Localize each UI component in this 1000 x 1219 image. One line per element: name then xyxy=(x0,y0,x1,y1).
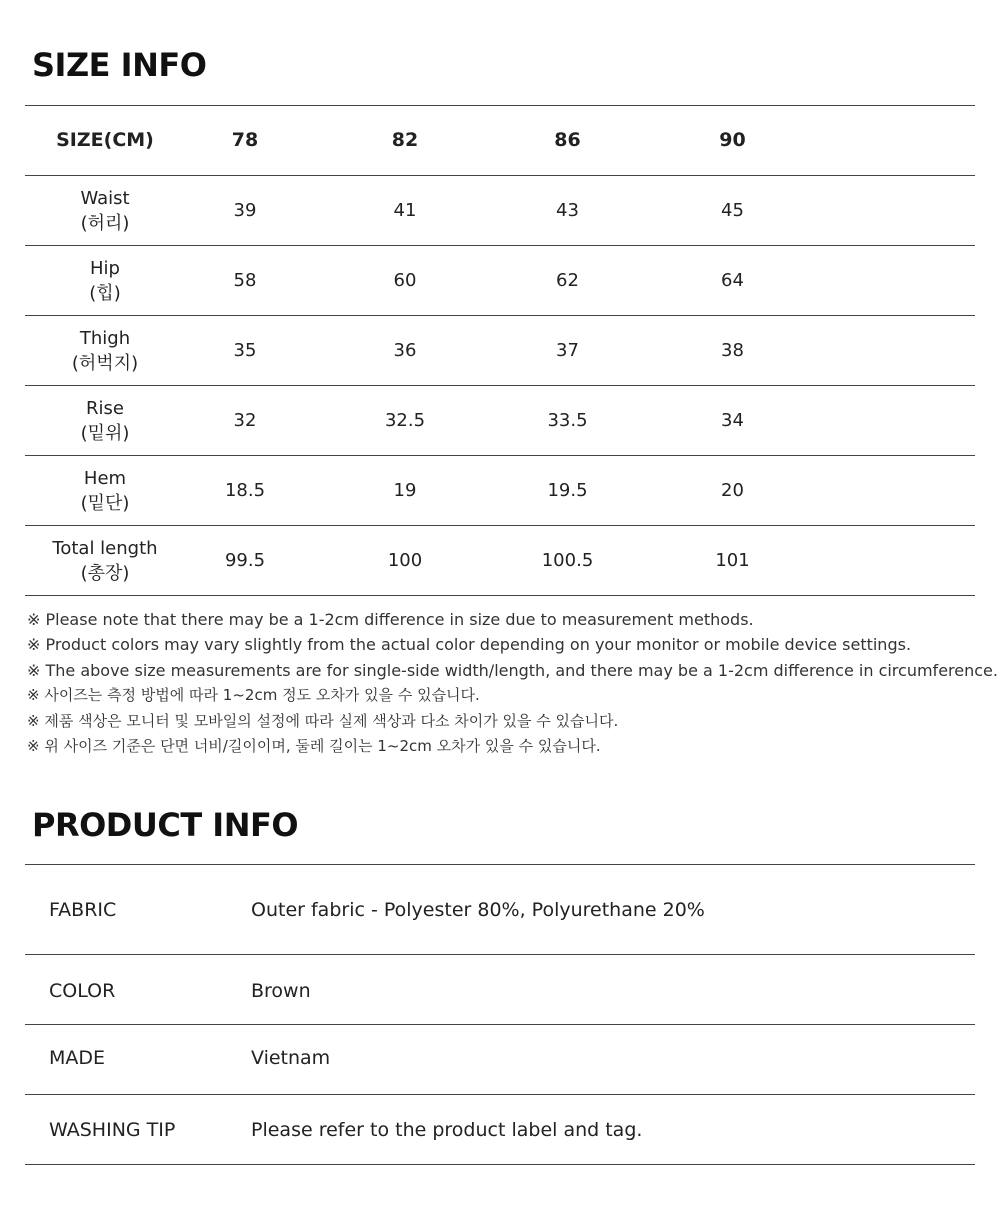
size-cell-empty xyxy=(835,316,975,386)
size-cell: 32 xyxy=(185,386,305,456)
header-cell-78: 78 xyxy=(185,106,305,176)
product-row-washing-tip xyxy=(25,1095,975,1165)
size-cell: 100.5 xyxy=(505,526,630,596)
product-key: FABRIC xyxy=(49,899,117,921)
size-cell: 37 xyxy=(505,316,630,386)
note-line: ※ Please note that there may be a 1-2cm difference in size due to measurement methods. xyxy=(27,610,754,629)
product-row-made xyxy=(25,1025,975,1095)
product-row-color xyxy=(25,955,975,1025)
product-value: Vietnam xyxy=(251,1047,331,1069)
size-cell: 36 xyxy=(305,316,505,386)
header-cell-90: 90 xyxy=(630,106,835,176)
row-label-en: Hem xyxy=(83,467,127,489)
row-label xyxy=(25,526,185,596)
size-cell: 18.5 xyxy=(185,456,305,526)
size-cell: 38 xyxy=(630,316,835,386)
size-cell-empty xyxy=(835,176,975,246)
size-cell: 32.5 xyxy=(305,386,505,456)
size-cell: 35 xyxy=(185,316,305,386)
size-cell: 41 xyxy=(305,176,505,246)
product-info-title: PRODUCT INFO xyxy=(32,806,299,844)
product-value: Please refer to the product label and tag. xyxy=(251,1119,643,1141)
product-value: Outer fabric - Polyester 80%, Polyurethane 20% xyxy=(251,899,705,921)
size-cell: 19 xyxy=(305,456,505,526)
size-cell: 101 xyxy=(630,526,835,596)
size-cell: 58 xyxy=(185,246,305,316)
size-row-hem xyxy=(25,456,975,526)
size-cell: 19.5 xyxy=(505,456,630,526)
size-cell: 100 xyxy=(305,526,505,596)
row-label-ko: (총장) xyxy=(80,562,130,584)
header-cell-86: 86 xyxy=(505,106,630,176)
size-row-rise xyxy=(25,386,975,456)
size-cell: 60 xyxy=(305,246,505,316)
size-cell-empty xyxy=(835,386,975,456)
size-row-waist xyxy=(25,176,975,246)
product-info-table xyxy=(25,864,975,1165)
row-label xyxy=(25,386,185,456)
size-notes xyxy=(27,607,998,759)
row-label-ko: (힙) xyxy=(89,282,121,304)
row-label-ko: (밑단) xyxy=(80,492,130,514)
row-label-ko: (밑위) xyxy=(80,422,130,444)
product-row-fabric xyxy=(25,865,975,955)
size-info-title: SIZE INFO xyxy=(32,46,207,84)
row-label-en: Total length xyxy=(52,537,158,559)
size-row-thigh xyxy=(25,316,975,386)
size-cell: 20 xyxy=(630,456,835,526)
product-key: COLOR xyxy=(49,980,116,1002)
note-line: ※ 사이즈는 측정 방법에 따라 1~2cm 정도 오차가 있을 수 있습니다. xyxy=(27,686,480,705)
note-line: ※ 제품 색상은 모니터 및 모바일의 설정에 따라 실제 색상과 다소 차이가 있을 수 있습니다. xyxy=(27,711,619,730)
size-cell: 33.5 xyxy=(505,386,630,456)
size-table-header-row xyxy=(25,106,975,176)
size-row-hip xyxy=(25,246,975,316)
row-label xyxy=(25,176,185,246)
note-line: ※ 위 사이즈 기준은 단면 너비/길이이며, 둘레 길이는 1~2cm 오차가 있을 수 있습니다. xyxy=(27,737,601,756)
size-cell: 45 xyxy=(630,176,835,246)
note-line: ※ The above size measurements are for single-side width/length, and there may be a 1-2cm difference in circumference. xyxy=(27,660,998,680)
size-cell: 62 xyxy=(505,246,630,316)
size-cell: 64 xyxy=(630,246,835,316)
size-cell: 43 xyxy=(505,176,630,246)
row-label-ko: (허벅지) xyxy=(71,352,139,374)
size-row-total-length xyxy=(25,526,975,596)
row-label-en: Hip xyxy=(90,257,120,279)
row-label-en: Thigh xyxy=(79,327,131,349)
row-label xyxy=(25,246,185,316)
size-table xyxy=(25,105,975,596)
size-cell-empty xyxy=(835,526,975,596)
row-label-en: Rise xyxy=(86,397,124,419)
size-cell: 39 xyxy=(185,176,305,246)
row-label-en: Waist xyxy=(80,187,130,209)
size-cell: 99.5 xyxy=(185,526,305,596)
header-cell-82: 82 xyxy=(305,106,505,176)
size-cell-empty xyxy=(835,246,975,316)
size-cell-empty xyxy=(835,456,975,526)
row-label xyxy=(25,316,185,386)
row-label-ko: (허리) xyxy=(80,212,130,234)
header-cell-size: SIZE(CM) xyxy=(25,106,185,176)
product-key: MADE xyxy=(49,1047,106,1069)
size-cell: 34 xyxy=(630,386,835,456)
note-line: ※ Product colors may vary slightly from the actual color depending on your monitor or mobile device settings. xyxy=(27,635,912,655)
row-label xyxy=(25,456,185,526)
product-key: WASHING TIP xyxy=(49,1119,176,1141)
header-cell-empty xyxy=(835,106,975,176)
product-value: Brown xyxy=(251,980,311,1002)
